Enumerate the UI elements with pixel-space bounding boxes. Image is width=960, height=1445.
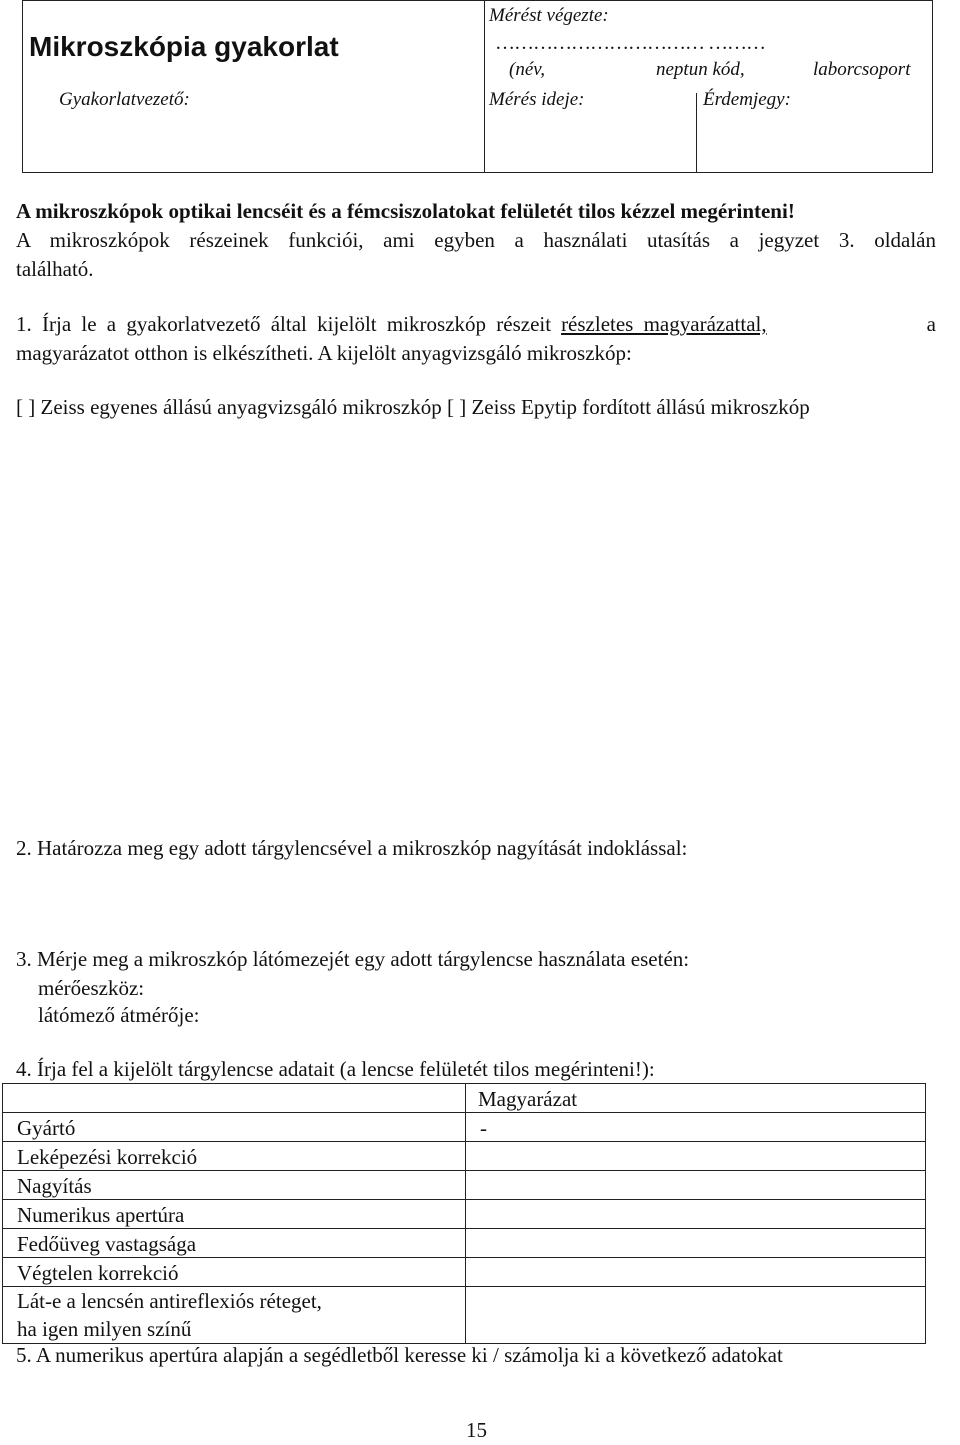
- neptun-label: neptun kód,: [656, 59, 745, 80]
- date-cell: [485, 88, 697, 173]
- intro-line-1: A mikroszkópok részeinek funkciói, ami egyben a használati utasítás a jegyzet 3. oldalán: [16, 228, 936, 252]
- page-number: 15: [466, 1418, 487, 1442]
- row-value[interactable]: [466, 1171, 926, 1200]
- table-header-row: [3, 1084, 926, 1113]
- antireflex-line-1: Lát-e a lencsén antireflexiós réteget,: [17, 1289, 322, 1313]
- row-value[interactable]: [466, 1142, 926, 1171]
- row-value[interactable]: [466, 1229, 926, 1258]
- microscope-options: [16, 393, 810, 422]
- task2-text: 2. Határozza meg egy adott tárgylencsével a mikroszkóp nagyítását indoklással:: [16, 836, 688, 860]
- warning-text: A mikroszkópok optikai lencséit és a fémcsiszolatokat felületét tilos kézzel megérinteni!: [16, 199, 795, 223]
- task4-text: 4. Írja fel a kijelölt tárgylencse adatait (a lencse felületét tilos megérinteni!):: [16, 1057, 655, 1081]
- name-dots: …………………………… ………: [495, 32, 765, 54]
- supervisor-cell: [23, 88, 485, 173]
- measured-by-label: Mérést végezte:: [489, 5, 609, 26]
- task1-line-1: [16, 310, 936, 339]
- row-label: Leképezési korrekció: [3, 1142, 466, 1171]
- table-header-explanation: Magyarázat: [466, 1084, 926, 1113]
- task1-text-a: 1. Írja le a gyakorlatvezető által kijelölt mikroszkóp részeit: [16, 312, 552, 336]
- row-label-antireflex: [3, 1287, 466, 1344]
- task1-text-b: a: [926, 312, 936, 336]
- row-value[interactable]: -: [466, 1113, 926, 1142]
- row-value[interactable]: [466, 1258, 926, 1287]
- table-row: [3, 1171, 926, 1200]
- supervisor-label: Gyakorlatvezető:: [59, 88, 190, 110]
- task5-text: 5. A numerikus apertúra alapján a segédletből keresse ki / számolja ki a következő adatokat: [16, 1343, 783, 1367]
- option-zeiss-upright[interactable]: [ ] Zeiss egyenes állású anyagvizsgáló mikroszkóp: [16, 395, 442, 419]
- task3-tool-label: mérőeszköz:: [38, 976, 145, 1000]
- task3-diameter-label: látómező átmérője:: [38, 1003, 200, 1027]
- table-cell: [3, 1084, 466, 1113]
- table-row: [3, 1113, 926, 1142]
- row-value[interactable]: [466, 1200, 926, 1229]
- task1-line-2: magyarázatot otthon is elkészítheti. A kijelölt anyagvizsgáló mikroszkóp:: [16, 341, 632, 365]
- table-row: [3, 1287, 926, 1344]
- objective-table: [2, 1083, 926, 1344]
- lab-group-label: laborcsoport: [813, 59, 911, 80]
- name-label: (név,: [509, 59, 546, 80]
- table-row: [3, 1142, 926, 1171]
- task3-text: 3. Mérje meg a mikroszkóp látómezejét egy adott tárgylencse használata esetén:: [16, 947, 690, 971]
- row-value[interactable]: [466, 1287, 926, 1344]
- antireflex-line-2: ha igen milyen színű: [17, 1317, 192, 1341]
- row-label: Gyártó: [3, 1113, 466, 1142]
- task1-underlined: részletes magyarázattal,: [561, 312, 767, 336]
- option-zeiss-epytip[interactable]: [ ] Zeiss Epytip fordított állású mikroszkóp: [446, 395, 810, 419]
- row-label: Végtelen korrekció: [3, 1258, 466, 1287]
- grade-cell: [697, 88, 933, 173]
- intro-line-2: található.: [16, 257, 94, 281]
- table-row: [3, 1200, 926, 1229]
- header-table: [22, 0, 933, 173]
- date-label: Mérés ideje:: [489, 88, 585, 110]
- grade-label: Érdemjegy:: [703, 88, 791, 110]
- row-label: Fedőüveg vastagsága: [3, 1229, 466, 1258]
- table-row: [3, 1229, 926, 1258]
- title-cell: [23, 1, 485, 93]
- row-label: Numerikus apertúra: [3, 1200, 466, 1229]
- row-label: Nagyítás: [3, 1171, 466, 1200]
- page-title: Mikroszkópia gyakorlat: [29, 31, 339, 62]
- table-row: [3, 1258, 926, 1287]
- measured-by-cell: [485, 1, 933, 93]
